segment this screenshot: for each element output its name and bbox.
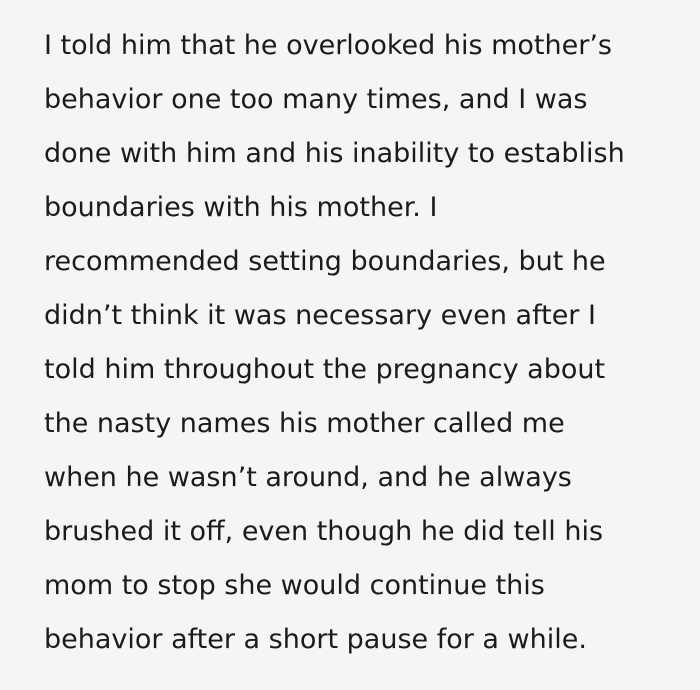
paragraph-line: mom to stop she would continue this bbox=[44, 570, 545, 601]
paragraph-line: told him throughout the pregnancy about bbox=[44, 354, 606, 385]
paragraph-line: the nasty names his mother called me bbox=[44, 408, 565, 439]
paragraph-line: didn’t think it was necessary even after I bbox=[44, 300, 596, 331]
paragraph-line: behavior one too many times, and I was bbox=[44, 84, 588, 115]
paragraph-line: behavior after a short pause for a while. bbox=[44, 624, 587, 655]
paragraph-line: recommended setting boundaries, but he bbox=[44, 246, 606, 277]
paragraph-line: I told him that he overlooked his mother’s bbox=[44, 30, 612, 61]
paragraph-line: when he wasn’t around, and he always bbox=[44, 462, 572, 493]
paragraph-line: done with him and his inability to establish bbox=[44, 138, 625, 169]
paragraph-line: boundaries with his mother. I bbox=[44, 192, 438, 223]
story-paragraph bbox=[44, 19, 694, 667]
paragraph-line: brushed it off, even though he did tell his bbox=[44, 516, 604, 547]
